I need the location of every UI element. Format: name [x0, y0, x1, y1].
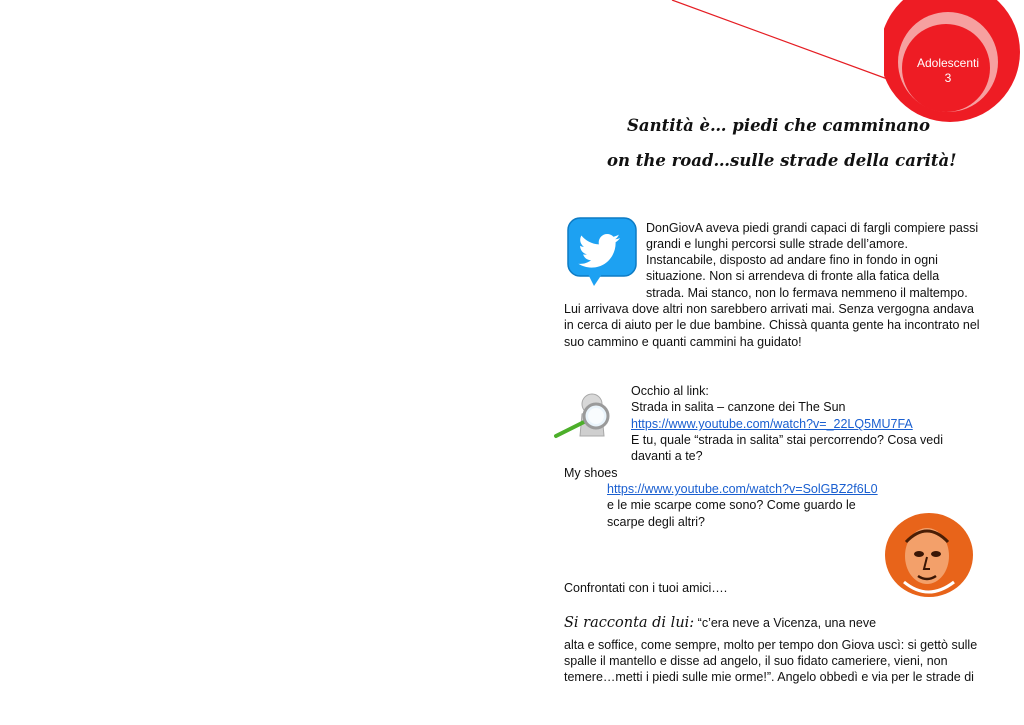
intro-line-6: Lui arrivava dove altri non sarebbero arrivati mai. Senza vergogna andava	[564, 302, 974, 316]
song-title-1: Strada in salita – canzone dei The Sun	[631, 400, 846, 414]
intro-line-5: strada. Mai stanco, non lo fermava nemmeno il maltempo.	[646, 286, 968, 300]
question-1-line-2: davanti a te?	[631, 449, 703, 463]
story-line-1: alta e soffice, come sempre, molto per tempo don Giova uscì: si gettò sulle	[564, 638, 978, 652]
question-1-line-1: E tu, quale “strada in salita” stai percorrendo? Cosa vedi	[631, 433, 943, 447]
page-subtitle: on the road…sulle strade della carità!	[607, 151, 957, 170]
links-heading: Occhio al link:	[631, 384, 709, 398]
intro-line-8: suo cammino e quanti cammini ha guidato!	[564, 335, 802, 349]
song-title-2: My shoes	[564, 466, 618, 480]
youtube-link-1[interactable]: https://www.youtube.com/watch?v=_22LQ5MU7FA	[631, 417, 913, 431]
intro-line-4: situazione. Non si arrendeva di fronte alla fatica della	[646, 269, 940, 283]
portrait-icon	[884, 512, 974, 598]
intro-line-2: grandi e lunghi percorsi sulle strade dell’amore.	[646, 237, 908, 251]
level-badge	[884, 0, 1024, 122]
twitter-bird-icon	[566, 216, 638, 290]
story-line-3: temere…metti i piedi sulle mie orme!”. Angelo obbedì e via per le strade di	[564, 670, 974, 684]
story-line-2: spalle il mantello e disse ad angelo, il suo fidato cameriere, vieni, non	[564, 654, 948, 668]
intro-line-7: in cerca di aiuto per le due bambine. Chissà quanta gente ha incontrato nel	[564, 318, 980, 332]
page-title: Santità è… piedi che camminano	[627, 116, 931, 135]
confront-text: Confrontati con i tuoi amici….	[564, 581, 728, 595]
question-2-line-1: e le mie scarpe come sono? Come guardo le	[607, 498, 856, 512]
youtube-link-2[interactable]: https://www.youtube.com/watch?v=SolGBZ2f6L0	[607, 482, 878, 496]
intro-line-3: Instancabile, disposto ad andare fino in fondo in ogni	[646, 253, 938, 267]
badge-line-2: 3	[944, 71, 952, 85]
intro-line-1: DonGiovA aveva piedi grandi capaci di fargli compiere passi	[646, 221, 979, 235]
badge-line-1: Adolescenti	[916, 56, 980, 70]
story-label: Si racconta di lui:	[564, 615, 695, 631]
question-2-line-2: scarpe degli altri?	[607, 515, 705, 529]
magnifier-figure-icon	[552, 392, 618, 442]
story-first-text: “c’era neve a Vicenza, una neve	[694, 616, 877, 630]
story-first-line	[564, 614, 876, 632]
